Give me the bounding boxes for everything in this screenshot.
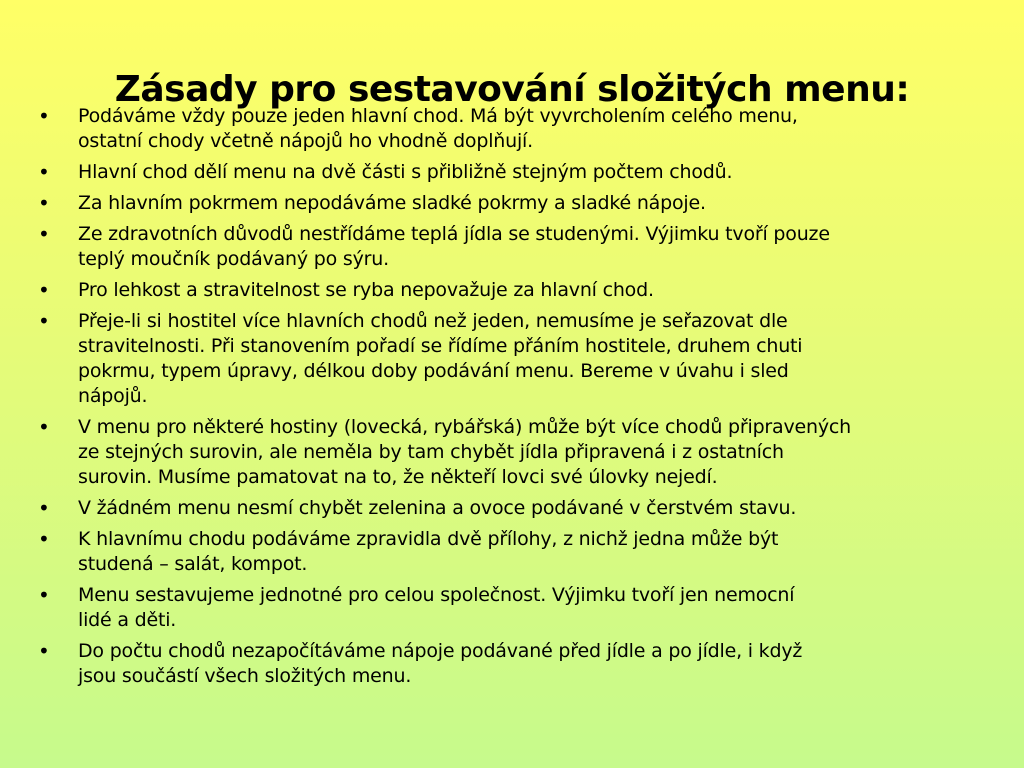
list-item-text: Přeje-li si hostitel více hlavních chodů než jeden, nemusíme je seřazovat dle stravitelnosti. Při stanovením pořadí se řídíme přáním hostitele, druhem chuti pokrmu, typem úpravy, délkou doby podávání menu. Bereme v úvahu i sled nápojů. xyxy=(78,310,803,407)
bullet-icon: • xyxy=(38,278,50,302)
list-item-text: Menu sestavujeme jednotné pro celou společnost. Výjimku tvoří jen nemocní lidé a děti. xyxy=(78,584,795,631)
list-item-text: Podáváme vždy pouze jeden hlavní chod. Má být vyvrcholením celého menu, ostatní chody včetně nápojů ho vhodně doplňují. xyxy=(78,105,798,152)
bullet-icon: • xyxy=(38,222,50,246)
list-item-text: Do počtu chodů nezapočítáváme nápoje podávané před jídle a po jídle, i když jsou součástí všech složitých menu. xyxy=(78,640,803,687)
bullet-icon: • xyxy=(38,527,50,551)
list-item xyxy=(38,527,988,577)
list-item xyxy=(38,222,988,272)
list-item xyxy=(38,309,988,409)
list-item xyxy=(38,191,988,216)
list-item xyxy=(38,583,988,633)
list-item-text: Za hlavním pokrmem nepodáváme sladké pokrmy a sladké nápoje. xyxy=(78,192,706,214)
bullet-icon: • xyxy=(38,191,50,215)
list-item-text: Hlavní chod dělí menu na dvě části s přibližně stejným počtem chodů. xyxy=(78,161,733,183)
list-item xyxy=(38,496,988,521)
bullet-icon: • xyxy=(38,160,50,184)
list-item xyxy=(38,415,988,490)
bullet-icon: • xyxy=(38,309,50,333)
list-item-text: V žádném menu nesmí chybět zelenina a ovoce podávané v čerstvém stavu. xyxy=(78,497,797,519)
bullet-icon: • xyxy=(38,496,50,520)
bullet-icon: • xyxy=(38,415,50,439)
bullet-icon: • xyxy=(38,104,50,128)
list-item-text: K hlavnímu chodu podáváme zpravidla dvě přílohy, z nichž jedna může být studená – salát, kompot. xyxy=(78,528,779,575)
bullet-list xyxy=(38,104,988,695)
list-item xyxy=(38,639,988,689)
list-item-text: Pro lehkost a stravitelnost se ryba nepovažuje za hlavní chod. xyxy=(78,279,654,301)
list-item-text: V menu pro některé hostiny (lovecká, rybářská) může být více chodů připravených ze stejných surovin, ale neměla by tam chybět jídla připravená i z ostatních surovin. Musíme pamatovat na to, že někteří lovci své úlovky nejedí. xyxy=(78,416,851,488)
list-item xyxy=(38,160,988,185)
bullet-icon: • xyxy=(38,639,50,663)
list-item-text: Ze zdravotních důvodů nestřídáme teplá jídla se studenými. Výjimku tvoří pouze teplý moučník podávaný po sýru. xyxy=(78,223,830,270)
slide-title: Zásady pro sestavování složitých menu: xyxy=(114,69,910,111)
list-item xyxy=(38,104,988,154)
bullet-icon: • xyxy=(38,583,50,607)
list-item xyxy=(38,278,988,303)
